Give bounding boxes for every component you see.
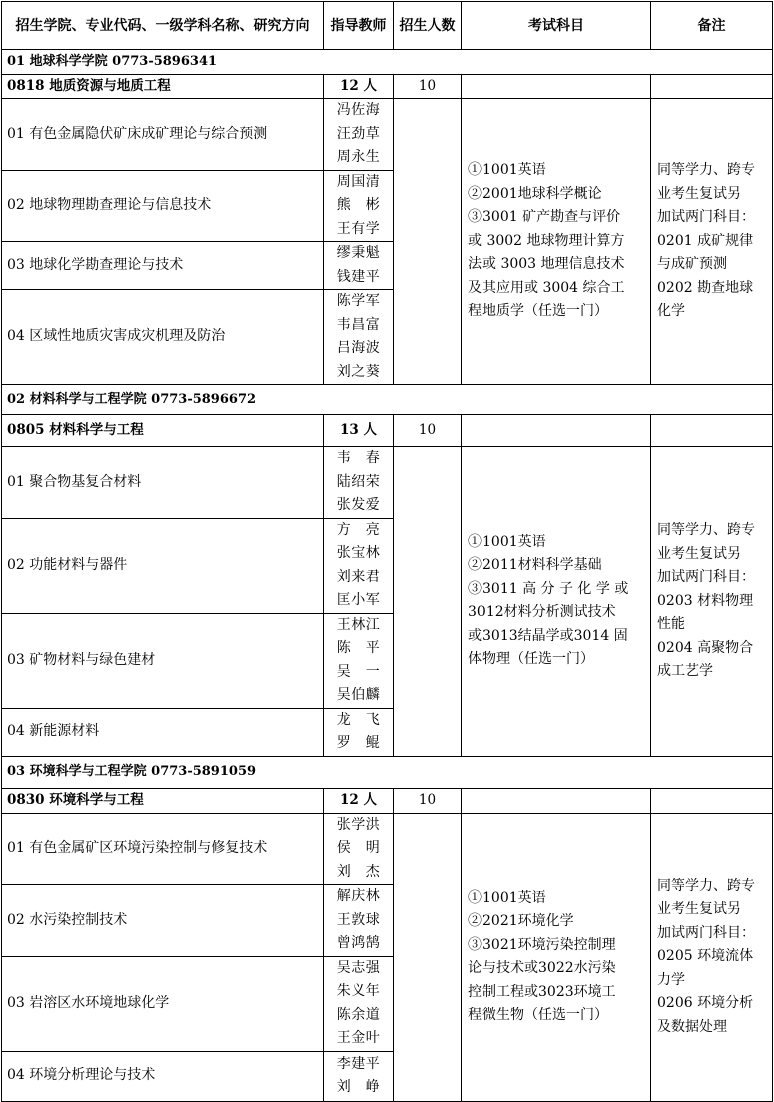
- advisor: 周国清: [336, 173, 381, 190]
- note-line: 加试两门科目：: [657, 924, 755, 941]
- note-line: 同等学力、跨专: [657, 877, 755, 894]
- advisor-list: [324, 290, 394, 385]
- direction-row: [2, 813, 773, 885]
- table-header: [2, 2, 773, 50]
- note-line: 加试两门科目：: [657, 569, 755, 585]
- note-line: 0201 成矿规律: [657, 232, 754, 249]
- direction-name: 02 功能材料与器件: [2, 518, 324, 613]
- note-line: 力学: [657, 971, 685, 988]
- advisor: 熊 彬: [336, 197, 381, 213]
- exam-line: ②2001地球科学概论: [468, 185, 602, 202]
- note-line: 加试两门科目：: [657, 209, 755, 226]
- exam-line: ③3001 矿产勘查与评价: [468, 209, 621, 226]
- college-name: 01 地球科学学院 0773-5896341: [2, 50, 773, 75]
- direction-name: 03 矿物材料与绿色建材: [2, 613, 324, 708]
- advisor: 罗 鲲: [336, 735, 381, 751]
- major-row: [2, 74, 773, 99]
- exam-line: 或 3002 地球物理计算方: [468, 232, 625, 249]
- advisor-list: [324, 613, 394, 708]
- advisor: 周永生: [336, 149, 381, 165]
- note-line: 0203 材料物理: [657, 592, 754, 609]
- major-quota: 13 人: [324, 415, 394, 447]
- remarks: [651, 447, 773, 757]
- major-name: 0830 环境科学与工程: [2, 788, 324, 813]
- note-line: 性能: [657, 616, 685, 632]
- enrollment-count: 10: [394, 788, 462, 813]
- direction-name: 01 有色金属隐伏矿床成矿理论与综合预测: [2, 99, 324, 171]
- enrollment-merged-cell: [394, 813, 462, 1101]
- enrollment-merged-cell: [394, 447, 462, 757]
- direction-name: 04 区域性地质灾害成灾机理及防治: [2, 290, 324, 385]
- exam-line: 3012材料分析测试技术: [468, 604, 616, 621]
- major-quota: 12 人: [324, 74, 394, 99]
- header-col4: 考试科目: [462, 2, 651, 50]
- header-col2: 指导教师: [324, 2, 394, 50]
- empty-cell: [651, 415, 773, 447]
- direction-name: 02 地球物理勘查理论与信息技术: [2, 170, 324, 242]
- exam-subjects: [462, 99, 651, 385]
- exam-line: ③3021环境污染控制理: [468, 936, 616, 953]
- exam-line: 或3013结晶学或3014 固: [468, 627, 628, 644]
- advisor: 张学洪: [336, 816, 381, 833]
- advisor: 吕海波: [336, 340, 381, 356]
- header-col3: 招生人数: [394, 2, 462, 50]
- college-name: 02 材料科学与工程学院 0773-5896672: [2, 385, 773, 415]
- college-row: [2, 756, 773, 788]
- advisor: 侯 明: [336, 840, 381, 856]
- direction-name: 04 新能源材料: [2, 708, 324, 756]
- advisor: 方 亮: [336, 521, 381, 538]
- exam-subjects: [462, 813, 651, 1101]
- enrollment-table: [1, 1, 773, 1102]
- advisor-list: [324, 518, 394, 613]
- advisor: 吴志强: [336, 959, 381, 976]
- advisor: 陈 平: [336, 640, 381, 656]
- direction-name: 03 地球化学勘查理论与技术: [2, 242, 324, 290]
- note-line: 业考生复试另: [657, 545, 741, 562]
- header-col5: 备注: [651, 2, 773, 50]
- note-line: 业考生复试另: [657, 185, 741, 202]
- advisor: 刘来君: [336, 568, 381, 585]
- college-row: [2, 385, 773, 415]
- major-name: 0805 材料科学与工程: [2, 415, 324, 447]
- note-line: 同等学力、跨专: [657, 162, 755, 179]
- advisor-list: [324, 813, 394, 885]
- advisor: 张发爱: [336, 497, 381, 513]
- major-quota: 12 人: [324, 788, 394, 813]
- empty-cell: [462, 415, 651, 447]
- advisor: 龙 飞: [336, 711, 381, 728]
- note-line: 与成矿预测: [657, 256, 727, 273]
- major-row: [2, 788, 773, 813]
- empty-cell: [651, 788, 773, 813]
- advisor: 李建平: [336, 1055, 381, 1072]
- advisor-list: [324, 708, 394, 756]
- note-line: 成工艺学: [657, 663, 713, 679]
- major-row: [2, 415, 773, 447]
- exam-line: ②2011材料科学基础: [468, 557, 602, 574]
- advisor-list: [324, 170, 394, 242]
- advisor: 王敦球: [336, 911, 381, 928]
- advisor: 韦昌富: [336, 316, 381, 333]
- exam-line: 及其应用或 3004 综合工: [468, 279, 625, 296]
- note-line: 同等学力、跨专: [657, 522, 755, 538]
- advisor: 朱义年: [336, 983, 381, 999]
- advisor: 缪秉魁: [336, 245, 381, 261]
- direction-row: [2, 447, 773, 519]
- advisor: 陈学军: [336, 293, 381, 309]
- advisor: 匡小军: [336, 592, 381, 608]
- advisor: 冯佐海: [336, 102, 381, 118]
- advisor-list: [324, 99, 394, 171]
- advisor-list: [324, 885, 394, 957]
- advisor-list: [324, 242, 394, 290]
- note-line: 及数据处理: [657, 1018, 727, 1035]
- note-line: 0204 高聚物合: [657, 639, 754, 656]
- empty-cell: [651, 74, 773, 99]
- exam-line: 程微生物（任选一门）: [468, 1007, 608, 1023]
- advisor: 吴 一: [336, 663, 381, 680]
- exam-line: ②2021环境化学: [468, 913, 574, 929]
- college-name: 03 环境科学与工程学院 0773-5891059: [2, 756, 773, 788]
- advisor: 陈余道: [336, 1006, 381, 1023]
- direction-name: 01 聚合物基复合材料: [2, 447, 324, 519]
- note-line: 0206 环境分析: [657, 995, 754, 1012]
- advisor-list: [324, 447, 394, 519]
- enrollment-count: 10: [394, 415, 462, 447]
- advisor: 王林江: [336, 616, 381, 633]
- direction-name: 01 有色金属矿区环境污染控制与修复技术: [2, 813, 324, 885]
- remarks: [651, 813, 773, 1101]
- enrollment-merged-cell: [394, 99, 462, 385]
- advisor: 解庆林: [336, 888, 381, 904]
- advisor: 刘 杰: [336, 863, 381, 880]
- exam-line: 法或 3003 地理信息技术: [468, 256, 625, 273]
- direction-name: 03 岩溶区水环境地球化学: [2, 956, 324, 1051]
- advisor: 韦 春: [336, 450, 381, 466]
- advisor: 钱建平: [336, 268, 381, 285]
- exam-line: 体物理（任选一门）: [468, 651, 594, 668]
- advisor: 王有学: [336, 220, 381, 237]
- exam-line: ①1001英语: [468, 533, 546, 550]
- exam-line: 论与技术或3022水污染: [468, 960, 616, 976]
- direction-row: [2, 99, 773, 171]
- advisor-list: [324, 956, 394, 1051]
- advisor: 王金叶: [336, 1030, 381, 1046]
- advisor: 刘 峥: [336, 1079, 381, 1095]
- exam-line: ①1001英语: [468, 162, 546, 179]
- advisor: 曾鸿鹄: [336, 935, 381, 951]
- exam-line: 控制工程或3023环境工: [468, 983, 616, 1000]
- exam-line: ①1001英语: [468, 889, 546, 906]
- note-line: 0205 环境流体: [657, 948, 754, 965]
- note-line: 业考生复试另: [657, 901, 741, 918]
- empty-cell: [462, 788, 651, 813]
- empty-cell: [462, 74, 651, 99]
- advisor: 吴伯麟: [336, 687, 381, 703]
- major-name: 0818 地质资源与地质工程: [2, 74, 324, 99]
- advisor: 汪劲草: [336, 125, 381, 142]
- header-col1: 招生学院、专业代码、一级学科名称、研究方向: [2, 2, 324, 50]
- advisor-list: [324, 1051, 394, 1101]
- advisor: 陆绍荣: [336, 473, 381, 490]
- direction-name: 04 环境分析理论与技术: [2, 1051, 324, 1101]
- remarks: [651, 99, 773, 385]
- advisor: 刘之葵: [336, 363, 381, 380]
- exam-subjects: [462, 447, 651, 757]
- advisor: 张宝林: [336, 545, 381, 561]
- exam-line: ③3011 高 分 子 化 学 或: [468, 580, 629, 597]
- exam-line: 程地质学（任选一门）: [468, 303, 608, 320]
- direction-name: 02 水污染控制技术: [2, 885, 324, 957]
- enrollment-count: 10: [394, 74, 462, 99]
- note-line: 0202 勘查地球: [657, 279, 754, 296]
- college-row: [2, 50, 773, 75]
- note-line: 化学: [657, 303, 685, 320]
